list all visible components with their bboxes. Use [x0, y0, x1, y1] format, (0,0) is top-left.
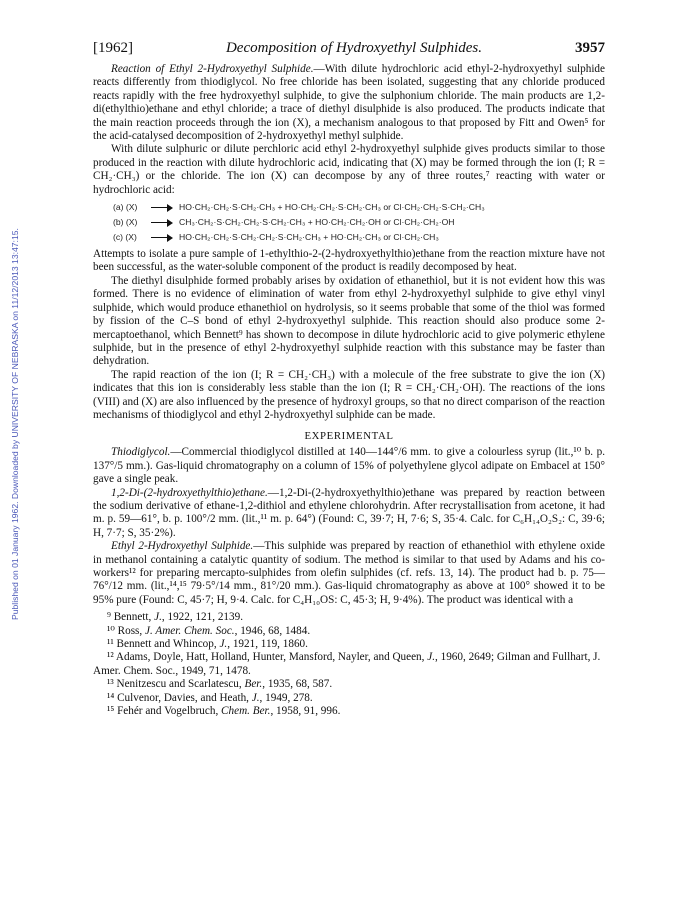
header-year: [1962]	[93, 40, 133, 56]
footnote-mark: ¹⁰	[107, 624, 115, 637]
footnote-journal: J.	[251, 691, 260, 704]
running-header	[93, 40, 605, 57]
footnote-authors: Bennett and Whincop,	[116, 638, 220, 651]
header-page-number: 3957	[575, 40, 605, 56]
footnote	[93, 678, 605, 691]
paragraph-dithioethane	[93, 487, 605, 541]
footnotes	[93, 611, 605, 718]
footnote-authors: Ross,	[117, 624, 145, 637]
equation-products: HO·CH₂·CH₂·S·CH₂·CH₃ + HO·CH₂·CH₂·S·CH₂·CH₃ or Cl·CH₂·CH₂·S·CH₂·CH₃	[179, 202, 485, 213]
footnote-journal: J.	[427, 651, 436, 664]
paragraph-acid-routes: With dilute sulphuric or dilute perchloric acid ethyl 2-hydroxyethyl sulphide gives products similar to those produced in the reaction with dilute hydrochloric acid, indicating that (X) may be formed through the ion (I; R = CH₂·CH₃) or the chloride. The ion (X) can decompose by any of three routes,⁷ reacting with water or hydrochloric acid:	[93, 143, 605, 196]
paragraph-isolation: Attempts to isolate a pure sample of 1-ethylthio-2-(2-hydroxyethylthio)ethane from the reaction mixture have not been successful, as the water-soluble component of the product is readily decomposed by heat.	[93, 248, 605, 274]
paragraph-rapid-reaction: The rapid reaction of the ion (I; R = CH₂·CH₃) with a molecule of the free substrate to give the ion (X) indicates that this ion is considerably less stable than the ion (I; R = CH₂·CH₂·OH). The reactions of the ions (VIII) and (X) are also influenced by the presence of hydroxyl groups, so that no direct comparison of the reaction mechanisms of thiodiglycol and ethyl 2-hydroxyethyl sulphide can be made.	[93, 368, 605, 421]
runin-heading: Reaction of Ethyl 2-Hydroxyethyl Sulphide.	[111, 63, 314, 75]
paragraph-text: —Commercial thiodiglycol distilled at 140—144°/6 mm. to give a colourless syrup (lit.,¹⁰ b. p. 137°/5 mm.). Gas-liquid chromatography on a column of 15% of polyethylene glycol adipate on Embacel at 150° gave a single peak.	[93, 446, 605, 486]
paragraph-text: —With dilute hydrochloric acid ethyl-2-hydroxyethyl sulphide reacts differently from thiodiglycol. No free chloride has been isolated, suggesting that any chloride produced reacts rapidly with the free hydroxyethyl sulphide, to give the sulphonium chloride. The main products are 1,2-di(ethylthio)ethane and ethyl chloride; a trace of diethyl disulphide is also produced. The products indicate that the main reaction proceeds through the ion (X), a mechanism analogous to that proposed by Fitt and Owen⁵ for the acid-catalysed decomposition of 2-hydroxyethyl methyl sulphide.	[93, 63, 605, 143]
footnote-mark: ¹³	[107, 678, 114, 691]
section-heading-experimental: EXPERIMENTAL	[304, 430, 394, 443]
equation-a	[113, 200, 605, 215]
footnote	[93, 692, 605, 705]
footnote-citation: , 1921, 119, 1860.	[227, 638, 308, 651]
footnote-citation: , 1922, 121, 2139.	[161, 611, 243, 624]
footnote-authors: Adams, Doyle, Hatt, Holland, Hunter, Mansford, Nayler, and Queen,	[115, 651, 428, 664]
footnote-citation: , 1946, 68, 1484.	[234, 624, 311, 637]
footnote-journal: Ber.	[244, 678, 263, 691]
equation-c	[113, 230, 605, 245]
footnote-authors: Nenitzescu and Scarlatescu,	[116, 678, 245, 691]
equation-label: (b) (X)	[113, 217, 138, 228]
paragraph-text: —1,2-Di-(2-hydroxyethylthio)ethane was prepared by reaction between the sodium derivative of ethane-1,2-dithiol and ethylene chlorohydrin. After recrystallisation from acetone, it had m. p. 59—61°, b. p. 100°/2 mm. (lit.,¹¹ m. p. 64°) (Found: C, 39·7; H, 7·6; S, 35·4. Calc. for C₆H₁₄O₂S₂: C, 39·6; H, 7·7; S, 35·2%).	[93, 486, 605, 539]
runin-heading: Ethyl 2-Hydroxyethyl Sulphide.	[111, 540, 254, 553]
reaction-arrow-icon	[151, 204, 173, 212]
equation-label: (a) (X)	[113, 202, 138, 213]
paragraph-thiodiglycol	[93, 446, 605, 486]
paragraph-disulphide: The diethyl disulphide formed probably arises by oxidation of ethanethiol, but it is not evident how this was formed. There is no evidence of elimination of water from ethyl 2-hydroxyethyl sulphide to give ethyl vinyl sulphide, which would produce ethanethiol on hydrolysis, so it seems probable that some of the thiol was formed by fission of the C–S bond of ethyl 2-hydroxyethyl sulphide. This reaction should also produce some 2-mercaptoethanol, which Bennett⁹ has shown to decompose in dilute hydrochloric acid to give polymeric ethylene sulphide, but in the presence of ethyl 2-hydroxyethyl sulphide reaction with this substance may be faster than dehydration.	[93, 274, 605, 368]
footnote	[93, 611, 605, 624]
footnote-citation: , 1960, 2649; Gilman and Fullhart, J. Amer. Chem. Soc., 1949, 71, 1478.	[93, 651, 601, 677]
footnote-mark: ¹⁴	[107, 691, 115, 704]
footnote	[93, 625, 605, 638]
footnote	[93, 705, 605, 718]
footnote-journal: J. Amer. Chem. Soc.	[145, 624, 235, 637]
footnote	[93, 638, 605, 651]
footnote-authors: Fehér and Vogelbruch,	[117, 705, 222, 718]
footnote-authors: Culvenor, Davies, and Heath,	[117, 691, 252, 704]
paragraph-ethyl-sulphide	[93, 540, 605, 607]
footnote-journal: J.	[154, 611, 162, 624]
footnote-citation: , 1958, 91, 996.	[270, 705, 341, 718]
footnote-journal: Chem. Ber.	[221, 705, 271, 718]
reaction-arrow-icon	[151, 219, 173, 227]
page-content	[93, 40, 605, 718]
footnote-mark: ¹⁵	[107, 705, 115, 718]
download-watermark	[0, 60, 20, 660]
download-watermark-text: Published on 01 January 1962. Downloaded by UNIVERSITY OF NEBRASKA on 11/12/2013 13:47:15.	[10, 228, 20, 620]
footnote-journal: J.	[219, 638, 228, 651]
paragraph-reaction-intro	[93, 63, 605, 143]
reaction-equations	[93, 200, 605, 245]
equation-label: (c) (X)	[113, 232, 137, 243]
footnote-mark: ¹¹	[107, 638, 114, 651]
footnote-citation: , 1935, 68, 587.	[262, 678, 333, 691]
footnote-citation: , 1949, 278.	[259, 691, 313, 704]
footnote-authors: Bennett,	[113, 611, 155, 624]
equation-b	[113, 215, 605, 230]
paragraph-text: —This sulphide was prepared by reaction of ethanethiol with ethylene oxide in methanol containing a catalytic quantity of sodium. The method is similar to that used by Adams and his co-workers¹² for preparing mercapto-sulphides from olefin sulphides (cf. refs. 13, 14). The product had b. p. 75—76°/12 mm. (lit.,¹⁴,¹⁵ 79·5°/14 mm., 81°/20 mm.). Gas-liquid chromatography as above at 100° showed it to be 95% pure (Found: C, 45·7; H, 9·4. Calc. for C₄H₁₀OS: C, 45·3; H, 9·4%). The product was identical with a	[93, 540, 605, 606]
footnote-mark: ⁹	[107, 611, 111, 624]
equation-products: CH₃·CH₂·S·CH₂·CH₂·S·CH₂·CH₃ + HO·CH₂·CH₂·OH or Cl·CH₂·CH₂·OH	[179, 217, 455, 228]
header-title: Decomposition of Hydroxyethyl Sulphides.	[225, 40, 483, 56]
footnote-mark: ¹²	[107, 651, 114, 664]
runin-heading: Thiodiglycol.	[111, 446, 171, 459]
runin-heading: 1,2-Di-(2-hydroxyethylthio)ethane.	[111, 486, 268, 499]
equation-products: HO·CH₂·CH₂·S·CH₂·CH₂·S·CH₂·CH₃ + HO·CH₂·CH₃ or Cl·CH₂·CH₃	[179, 232, 439, 243]
footnote	[93, 651, 605, 678]
reaction-arrow-icon	[151, 234, 173, 242]
